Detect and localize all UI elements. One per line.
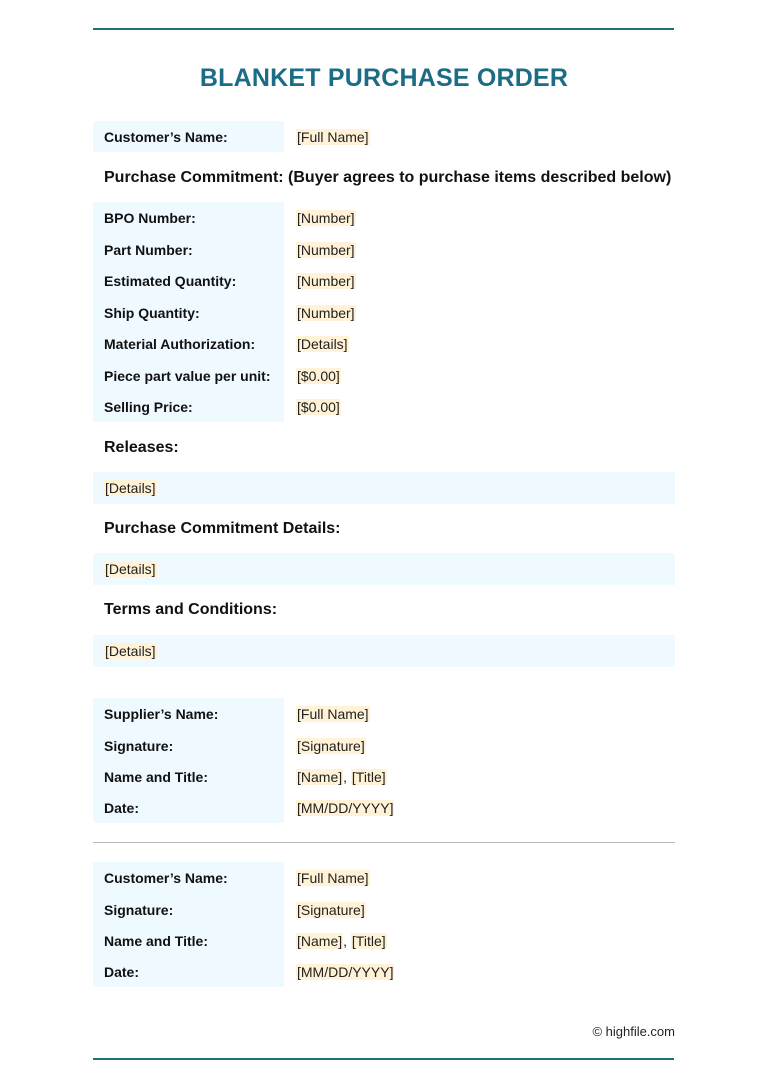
copyright-footer: © highfile.com [592, 1024, 675, 1039]
customer-date-row [93, 956, 394, 987]
field-label: Name and Title: [93, 761, 284, 792]
supplier-title-field[interactable]: [Title] [351, 768, 386, 785]
customer-name-field[interactable]: [Full Name] [297, 128, 369, 145]
field-label: Signature: [93, 730, 284, 761]
field-label: Supplier’s Name: [93, 698, 284, 729]
supplier-person-name-field[interactable]: [Name] [297, 768, 343, 785]
selling-price-field[interactable]: [$0.00] [297, 398, 340, 415]
customer-name-title-row [93, 925, 387, 956]
field-label: Customer’s Name: [93, 862, 284, 893]
ship-quantity-field[interactable]: [Number] [297, 304, 355, 321]
supplier-name-field[interactable]: [Full Name] [297, 705, 369, 722]
part-number-row [93, 234, 356, 265]
page-title: BLANKET PURCHASE ORDER [199, 64, 569, 92]
material-authorization-row [93, 328, 349, 359]
field-label: Material Authorization: [93, 328, 284, 359]
releases-details-field[interactable] [93, 472, 675, 504]
piece-part-value-row [93, 360, 341, 391]
field-label: Estimated Quantity: [93, 265, 284, 296]
ship-quantity-row [93, 297, 356, 328]
terms-details-field[interactable] [93, 635, 675, 667]
field-label: Selling Price: [93, 391, 284, 422]
customer-signature-field[interactable]: [Signature] [297, 901, 365, 918]
bottom-rule [93, 1058, 674, 1060]
supplier-signature-row [93, 730, 366, 761]
field-label: Date: [93, 956, 284, 987]
customer-name-row [93, 862, 370, 893]
bpo-number-row [93, 202, 356, 233]
estimated-quantity-row [93, 265, 356, 296]
purchase-commitment-heading: Purchase Commitment: (Buyer agrees to purchase items described below) [104, 169, 672, 186]
placeholder-text: [Details] [105, 561, 156, 577]
field-label: Name and Title: [93, 925, 284, 956]
field-label: Part Number: [93, 234, 284, 265]
estimated-quantity-field[interactable]: [Number] [297, 272, 355, 289]
supplier-name-title-row [93, 761, 387, 792]
customer-person-name-field[interactable]: [Name] [297, 932, 343, 949]
section-divider [93, 842, 675, 843]
field-label: Piece part value per unit: [93, 360, 284, 391]
top-rule [93, 28, 674, 30]
supplier-signature-field[interactable]: [Signature] [297, 737, 365, 754]
comma-separator: , [343, 768, 351, 785]
selling-price-row [93, 391, 341, 422]
customer-signature-row [93, 894, 366, 925]
piece-part-value-field[interactable]: [$0.00] [297, 367, 340, 384]
supplier-date-field[interactable]: [MM/DD/YYYY] [297, 799, 394, 816]
field-label: BPO Number: [93, 202, 284, 233]
customer-date-field[interactable]: [MM/DD/YYYY] [297, 963, 394, 980]
field-label: Signature: [93, 894, 284, 925]
commitment-details-field[interactable] [93, 553, 675, 585]
material-authorization-field[interactable]: [Details] [297, 335, 348, 352]
field-label: Ship Quantity: [93, 297, 284, 328]
commitment-details-heading: Purchase Commitment Details: [104, 520, 341, 537]
customer-name-sign-field[interactable]: [Full Name] [297, 869, 369, 886]
supplier-name-row [93, 698, 370, 729]
releases-heading: Releases: [104, 439, 179, 456]
placeholder-text: [Details] [105, 643, 156, 659]
field-label: Date: [93, 792, 284, 823]
part-number-field[interactable]: [Number] [297, 241, 355, 258]
bpo-number-field[interactable]: [Number] [297, 209, 355, 226]
terms-heading: Terms and Conditions: [104, 601, 278, 618]
comma-separator: , [343, 932, 351, 949]
customer-name-row [93, 121, 370, 152]
supplier-date-row [93, 792, 394, 823]
customer-title-field[interactable]: [Title] [351, 932, 386, 949]
field-label: Customer’s Name: [93, 121, 284, 152]
placeholder-text: [Details] [105, 480, 156, 496]
